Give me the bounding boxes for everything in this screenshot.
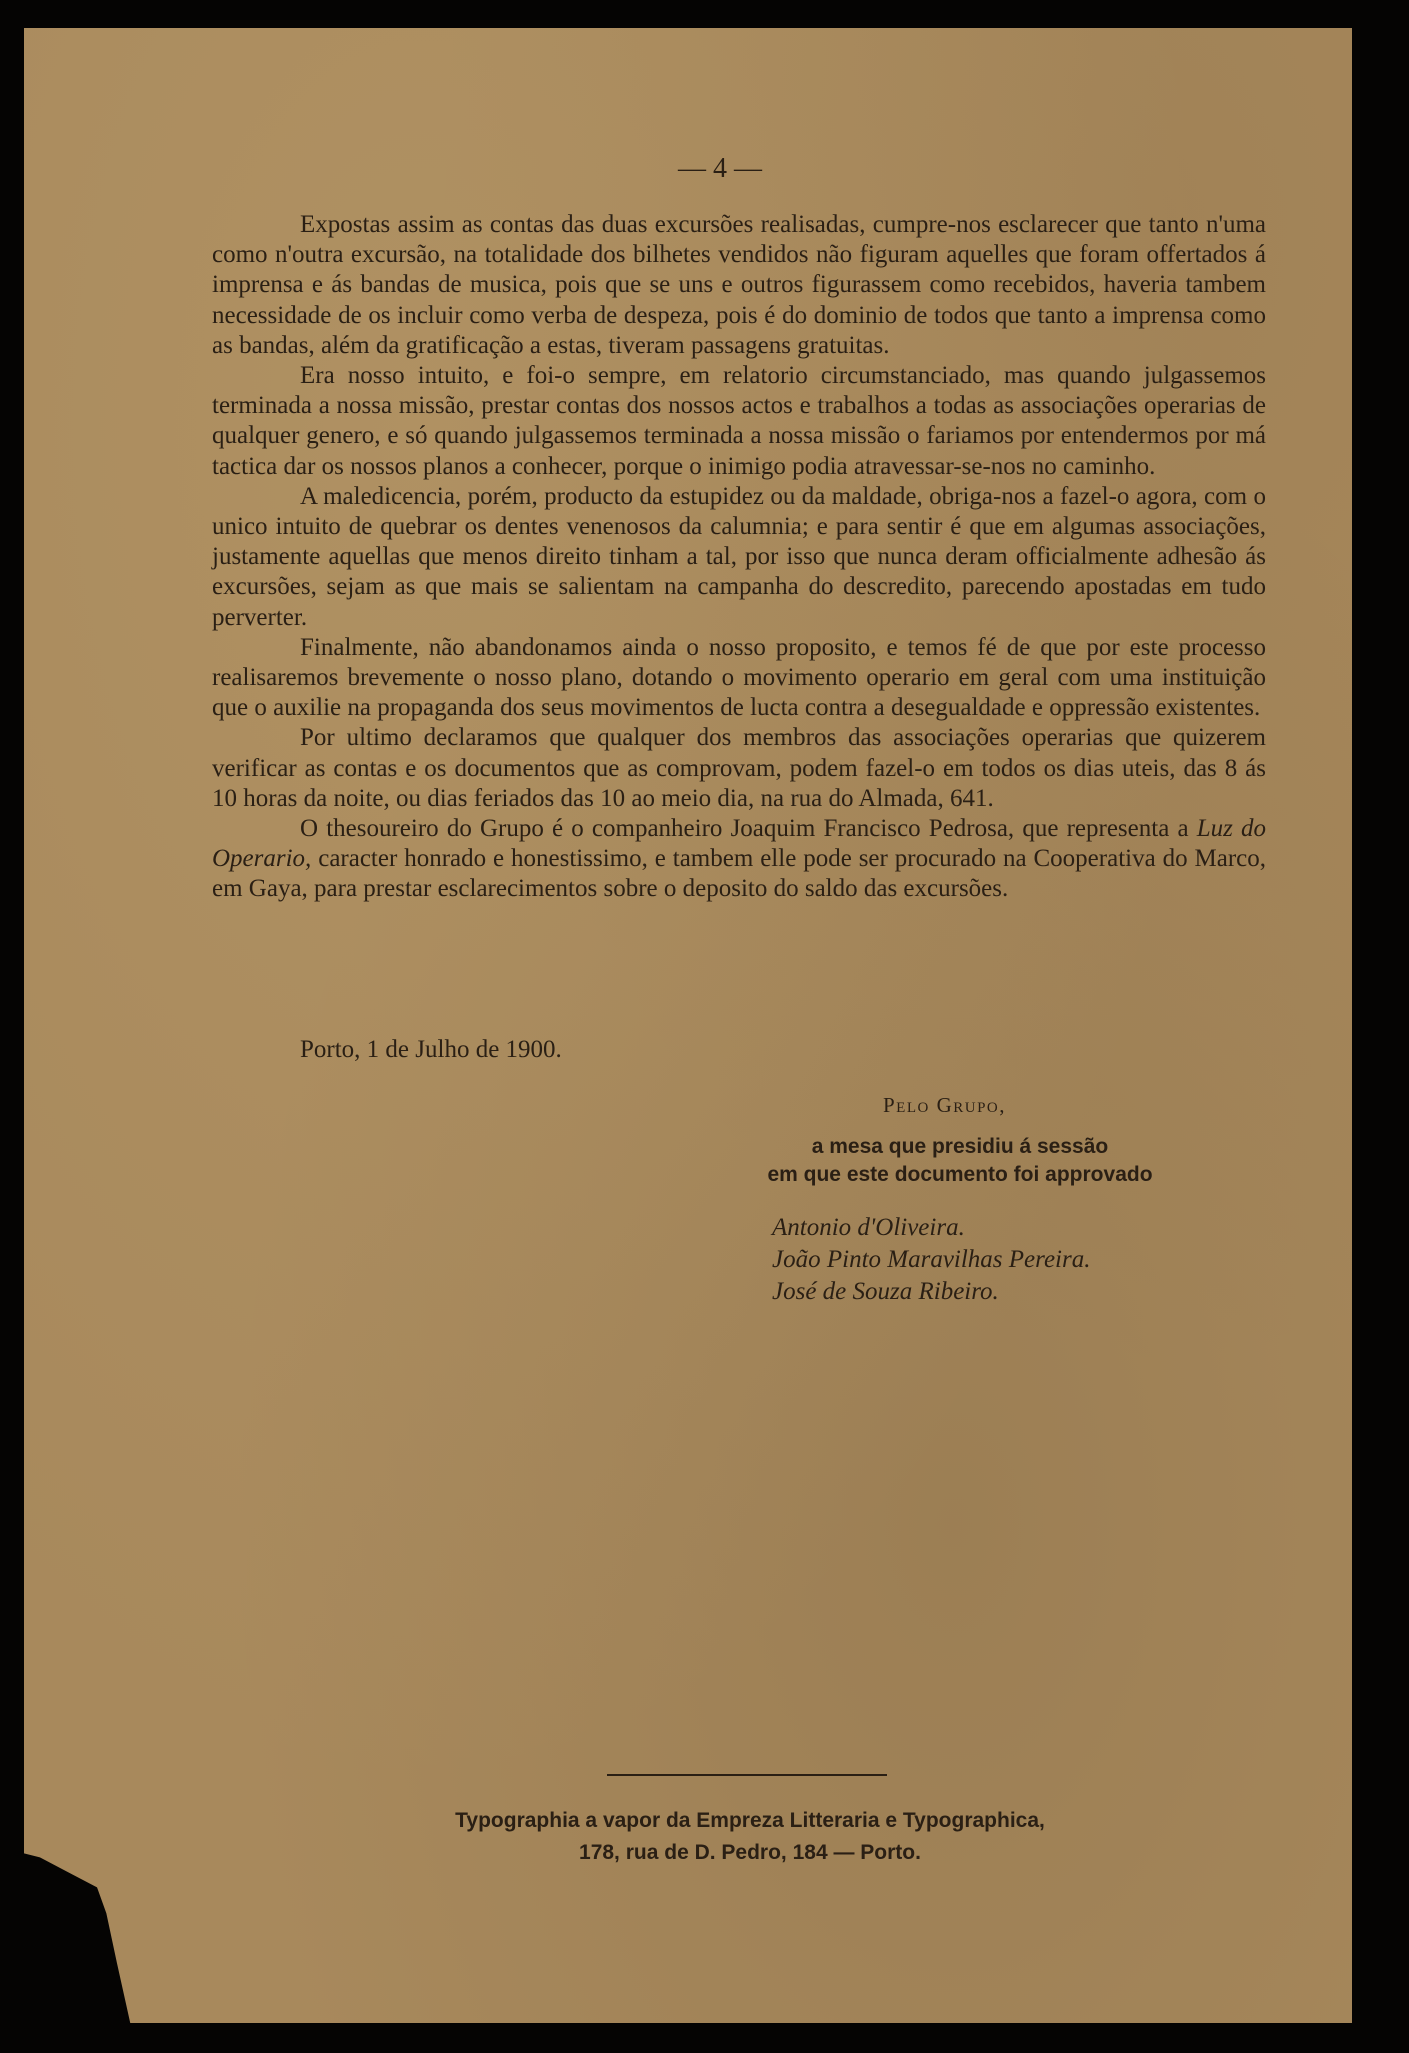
newspaper-title: Luz do Operario,: [212, 815, 1266, 873]
paragraph: Expostas assim as contas das duas excursões realisadas, cumpre-nos esclarecer que tanto n'uma como n'outra excursão, na totalidade dos bilhetes vendidos não figuram aquelles que foram offertados á imprensa e ás bandas de musica, pois que se uns e outros figurassem como recebidos, haveria tambem necessidade de os incluir como verba de despeza, pois é do dominio de todos que tanto a imprensa como as bandas, além da gratificação a estas, tiveram passagens gratuitas.: [212, 211, 1266, 359]
paragraph: Finalmente, não abandonamos ainda o nosso proposito, e temos fé de que por este processo realisaremos brevemente o nosso plano, dotando o movimento operario em geral com uma instituição que o auxilie na propaganda dos seus movimentos de lucta contra a desegualdade e oppressão existentes.: [212, 633, 1266, 722]
printer-imprint: [360, 1805, 1140, 1869]
pelo-grupo-heading: Pelo Grupo,: [883, 1093, 1007, 1117]
imprint-line: 178, rua de D. Pedro, 184 — Porto.: [579, 1841, 921, 1864]
paragraph: Era nosso intuito, e foi-o sempre, em relatorio circumstanciado, mas quando julgassemos terminada a nossa missão, prestar contas dos nossos actos e trabalhos a todas as associações operarias de qualquer genero, e só quando julgassemos terminada a nossa missão o fariamos por entendermos por má tactica dar os nossos planos a conhecer, porque o inimigo podia atravessar-se-nos no caminho.: [212, 362, 1266, 480]
place-date: Porto, 1 de Julho de 1900.: [300, 1036, 562, 1063]
paragraph: [212, 814, 1266, 905]
mesa-line: a mesa que presidiu á sessão: [811, 1135, 1109, 1158]
signature: Antonio d'Oliveira.: [772, 1214, 965, 1241]
divider-rule: [607, 1774, 887, 1776]
signature: João Pinto Maravilhas Pereira.: [772, 1246, 1091, 1273]
paragraph-text: caracter honrado e honestissimo, e tambem elle pode ser procurado na Cooperativa do Marco, em Gaya, para prestar esclarecimentos sobre o deposito do saldo das excursões.: [212, 845, 1266, 903]
page-number: — 4 —: [678, 153, 762, 184]
body-text: [212, 210, 1266, 905]
imprint-line: Typographia a vapor da Empreza Litteraria e Typographica,: [455, 1809, 1045, 1832]
paragraph: Por ultimo declaramos que qualquer dos membros das associações operarias que quizerem verificar as contas e os documentos que as comprovam, podem fazel-o em todos os dias uteis, das 8 ás 10 horas da noite, ou dias feriados das 10 ao meio dia, na rua do Almada, 641.: [212, 724, 1266, 812]
signature: José de Souza Ribeiro.: [772, 1278, 999, 1305]
paragraph-text: O thesoureiro do Grupo é o companheiro Joaquim Francisco Pedrosa, que representa a: [300, 815, 1197, 843]
mesa-line: em que este documento foi approvado: [767, 1163, 1153, 1186]
signatures: [772, 1212, 1090, 1308]
paragraph: A maledicencia, porém, producto da estupidez ou da maldade, obriga-nos a fazel-o agora, com o unico intuito de quebrar os dentes venenosos da calumnia; e para sentir é que em algumas associações, justamente aquellas que menos direito tinham a tal, por isso que nunca deram officialmente adhesão ás excursões, sejam as que mais se salientam na campanha do descredito, parecendo apostadas em tudo perverter.: [212, 482, 1266, 631]
mesa-note: [740, 1133, 1180, 1189]
